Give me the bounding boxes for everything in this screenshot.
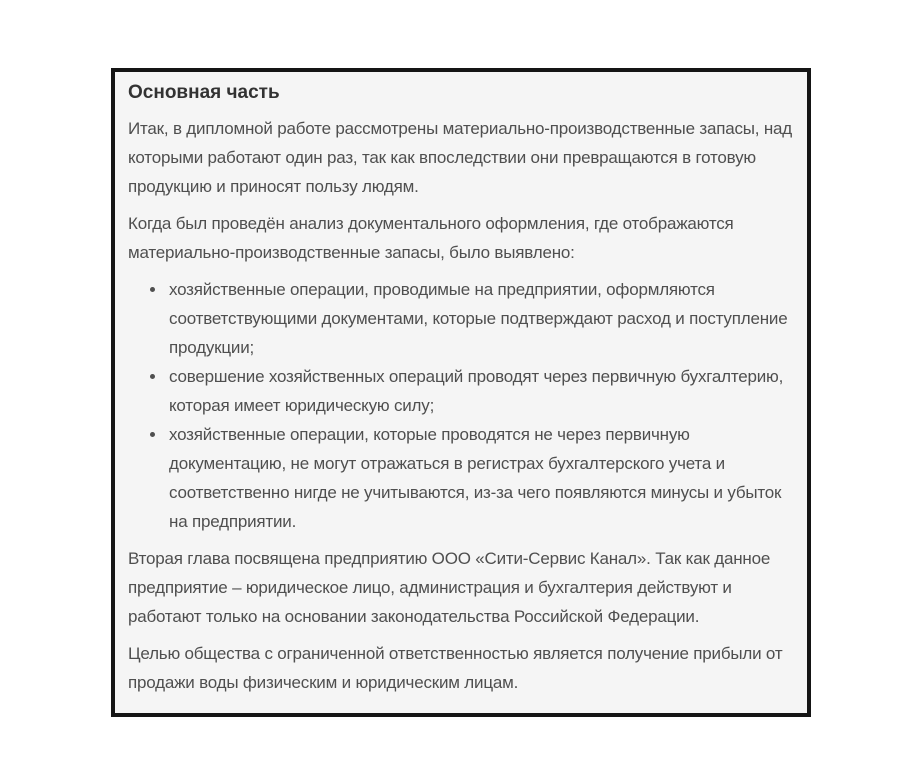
main-content-panel: [111, 68, 811, 717]
paragraph-analysis: Когда был проведён анализ документального оформления, где отображаются материально-производственные запасы, было выявлено:: [128, 214, 734, 262]
paragraph-chapter2: Вторая глава посвящена предприятию ООО «Сити-Сервис Канал». Так как данное предприятие – юридическое лицо, администрация и бухгалтерия действуют и работают только на основании законодательства Российской Федерации.: [128, 549, 771, 626]
list-item: • хозяйственные операции, которые проводятся не через первичную документацию, не могут отражаться в регистрах бухгалтерского учета и соответственно нигде не учитываются, из-за чего появляются минусы и убыток на предприятии.: [167, 420, 793, 536]
panel-title: Основная часть: [128, 82, 280, 103]
findings-list: [128, 275, 793, 536]
list-item: • совершение хозяйственных операций проводят через первичную бухгалтерию, которая имеет юридическую силу;: [167, 362, 793, 420]
list-item: • хозяйственные операции, проводимые на предприятии, оформляются соответствующими документами, которые подтверждают расход и поступление продукции;: [167, 275, 793, 362]
paragraph-intro: Итак, в дипломной работе рассмотрены материально-производственные запасы, над которыми работают один раз, так как впоследствии они превращаются в готовую продукцию и приносят пользу людям.: [128, 119, 792, 196]
paragraph-goal: Целью общества с ограниченной ответственностью является получение прибыли от продажи воды физическим и юридическим лицам.: [128, 644, 783, 692]
